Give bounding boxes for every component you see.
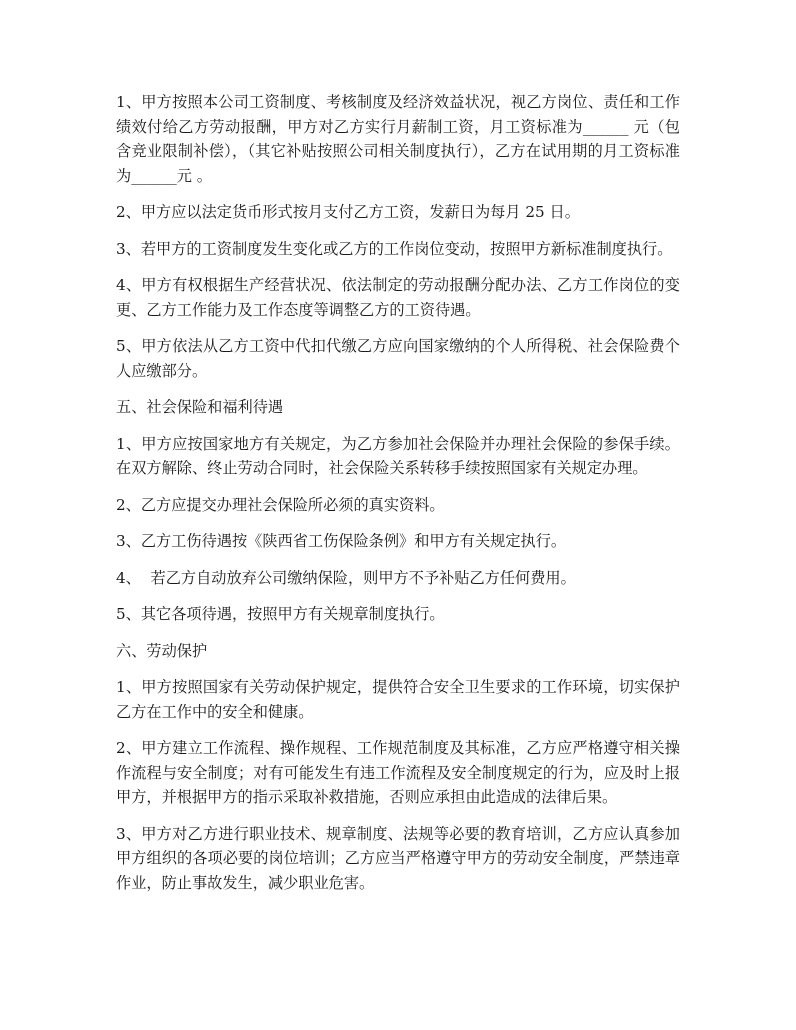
section-heading-social-insurance: 五、社会保险和福利待遇	[116, 398, 284, 416]
paragraph-work-procedures: 2、甲方建立工作流程、操作规程、工作规范制度及其标准，乙方应严格遵守相关操作流程与安全制度；对有可能发生有违工作流程及安全制度规定的行为，应及时上报甲方，并根据甲方的指示采取补救措施，否则应承担由此造成的法律后果。	[116, 739, 680, 806]
paragraph-tax-withholding: 5、甲方依法从乙方工资中代扣代缴乙方应向国家缴纳的个人所得税、社会保险费个人应缴部分。	[116, 337, 680, 380]
paragraph-wage-change: 3、若甲方的工资制度发生变化或乙方的工作岗位变动，按照甲方新标准制度执行。	[116, 239, 673, 258]
paragraph-training: 3、甲方对乙方进行职业技术、规章制度、法规等必要的教育培训，乙方应认真参加甲方组织的各项必要的岗位培训；乙方应当严格遵守甲方的劳动安全制度，严禁违章作业，防止事故发生，减少职业危害。	[116, 824, 680, 892]
paragraph-wage-standard: 1、甲方按照本公司工资制度、考核制度及经济效益状况，视乙方岗位、责任和工作绩效付给乙方劳动报酬，甲方对乙方实行月薪制工资，月工资标准为______ 元（包含竞业限制补偿），（其它补贴按照公司相关制度执行），乙方在试用期的月工资标准为______元 。	[116, 93, 680, 185]
paragraph-payday: 2、甲方应以法定货币形式按月支付乙方工资，发薪日为每月 25 日。	[116, 203, 580, 221]
paragraph-work-injury: 3、乙方工伤待遇按《陕西省工伤保险条例》和甲方有关规定执行。	[116, 532, 567, 550]
paragraph-safe-environment: 1、甲方按照国家有关劳动保护规定，提供符合安全卫生要求的工作环境，切实保护乙方在工作中的安全和健康。	[116, 678, 680, 721]
paragraph-other-benefits: 5、其它各项待遇，按照甲方有关规章制度执行。	[116, 605, 445, 623]
paragraph-insurance-enrollment: 1、甲方应按国家地方有关规定，为乙方参加社会保险并办理社会保险的参保手续。在双方解除、终止劳动合同时，社会保险关系转移手续按照国家有关规定办理。	[116, 434, 680, 477]
paragraph-waive-insurance: 4、 若乙方自动放弃公司缴纳保险，则甲方不予补贴乙方任何费用。	[116, 568, 576, 587]
paragraph-insurance-documents: 2、乙方应提交办理社会保险所必须的真实资料。	[116, 495, 445, 514]
document-page	[116, 90, 680, 907]
paragraph-wage-adjust: 4、甲方有权根据生产经营状况、依法制定的劳动报酬分配办法、乙方工作岗位的变更、乙方工作能力及工作态度等调整乙方的工资待遇。	[116, 276, 680, 319]
section-heading-labor-protection: 六、劳动保护	[116, 641, 208, 660]
